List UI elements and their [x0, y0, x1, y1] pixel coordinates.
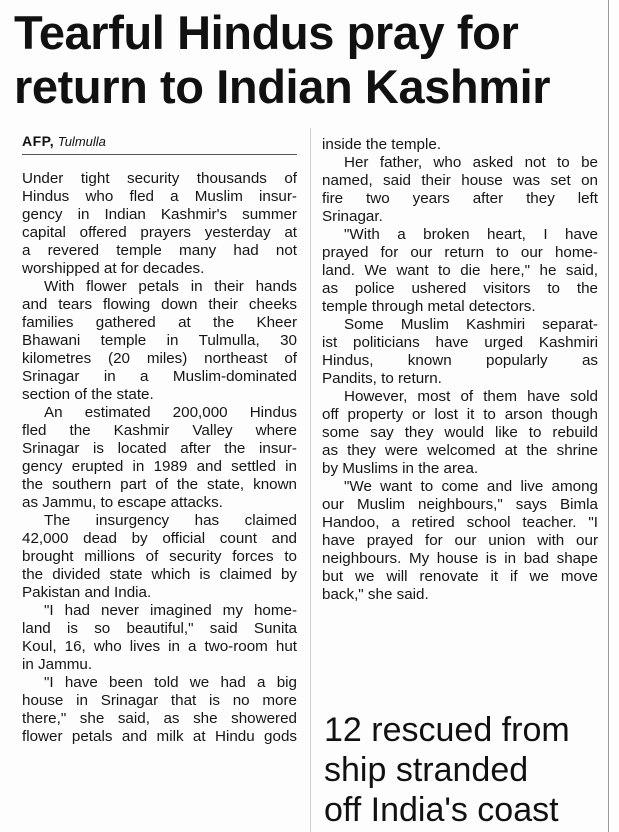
- text-line: inside the temple.: [322, 136, 442, 153]
- page-edge-line: [608, 0, 609, 832]
- text-line: Koul, 16, who lives in a two-room hut: [22, 638, 297, 655]
- byline-place: Tulmulla: [57, 134, 106, 149]
- text-line: as Jammu, to escape attacks.: [22, 494, 223, 511]
- text-line: families gathered at the Kheer: [22, 314, 297, 331]
- article-column-right: [322, 136, 598, 604]
- paragraph: [22, 404, 297, 512]
- headline-line-1: Tearful Hindus pray for: [14, 6, 519, 59]
- text-line: Pandits, to return.: [322, 370, 442, 387]
- second-headline-line-1: 12 rescued from: [324, 711, 570, 749]
- text-line: Hindus who fled a Muslim insur-: [22, 188, 297, 205]
- text-line: some say they would like to rebuild: [322, 424, 598, 441]
- text-line: off property or lost it to arson though: [322, 406, 598, 423]
- text-line: our Muslim neighbours," says Bimla: [322, 496, 598, 513]
- paragraph: [322, 388, 598, 478]
- text-line: gency erupted in 1989 and settled in: [22, 458, 297, 475]
- second-headline-line-3: off India's coast: [324, 791, 559, 829]
- second-article-headline: [324, 710, 600, 830]
- text-line: flower petals and milk at Hindu gods: [22, 728, 297, 745]
- text-line: Srinagar in a Muslim-dominated: [22, 368, 297, 385]
- text-line: temple through metal detectors.: [322, 298, 536, 315]
- text-line: Hindus, known popularly as: [322, 352, 598, 369]
- paragraph: [322, 478, 598, 604]
- text-line: land is so beautiful," said Sunita: [22, 620, 297, 637]
- text-line: the southern part of the state, known: [22, 476, 297, 493]
- text-line: brought millions of security forces to: [22, 548, 297, 565]
- paragraph: [22, 602, 297, 674]
- text-line: the divided state which is claimed by: [22, 566, 297, 583]
- text-line: The insurgency has claimed: [44, 512, 297, 529]
- text-line: section of the state.: [22, 386, 154, 403]
- text-line: by Muslims in the area.: [322, 460, 479, 477]
- article-headline: [14, 6, 606, 114]
- text-line: ist politicians have urged Kashmiri: [322, 334, 598, 351]
- second-headline-line-2: ship stranded: [324, 751, 529, 789]
- text-line: there," she said, as she showered: [22, 710, 297, 727]
- text-line: worshipped at for decades.: [22, 260, 205, 277]
- text-line: "I have been told we had a big: [44, 674, 297, 691]
- text-line: have prayed for our union with our: [322, 532, 598, 549]
- text-line: Pakistan and India.: [22, 584, 152, 601]
- paragraph: [322, 316, 598, 388]
- text-line: Under tight security thousands of: [22, 170, 297, 187]
- text-line: gency in Indian Kashmir's summer: [22, 206, 297, 223]
- text-line: Srinagar is located after the insur-: [22, 440, 297, 457]
- text-line: 42,000 dead by official count and: [22, 530, 297, 547]
- paragraph: [22, 170, 297, 278]
- headline-line-2: return to Indian Kashmir: [14, 60, 551, 113]
- paragraph: [322, 154, 598, 226]
- text-line: "I had never imagined my home-: [44, 602, 297, 619]
- text-line: a revered temple many had not: [22, 242, 297, 259]
- text-line: land. We want to die here," he said,: [322, 262, 598, 279]
- text-line: However, most of them have sold: [344, 388, 598, 405]
- text-line: Her father, who asked not to be: [344, 154, 598, 171]
- paragraph: [322, 136, 598, 154]
- text-line: Bhawani temple in Tulmulla, 30: [22, 332, 297, 349]
- text-line: neighbours. My house is in bad shape: [322, 550, 598, 567]
- text-line: kilometres (20 miles) northeast of: [22, 350, 297, 367]
- byline-rule: [22, 154, 297, 155]
- text-line: Handoo, a retired school teacher. "I: [322, 514, 598, 531]
- text-line: With flower petals in their hands: [44, 278, 297, 295]
- text-line: Some Muslim Kashmiri separat-: [344, 316, 598, 333]
- text-line: in Jammu.: [22, 656, 93, 673]
- paragraph: [22, 512, 297, 602]
- article-column-left: [22, 170, 297, 746]
- text-line: An estimated 200,000 Hindus: [44, 404, 297, 421]
- text-line: fire two years after they left: [322, 190, 598, 207]
- byline-agency: AFP,: [22, 133, 55, 149]
- text-line: "With a broken heart, I have: [344, 226, 598, 243]
- text-line: fled the Kashmir Valley where: [22, 422, 297, 439]
- text-line: Srinagar.: [322, 208, 383, 225]
- text-line: capital offered prayers yesterday at: [22, 224, 297, 241]
- text-line: named, said their house was set on: [322, 172, 598, 189]
- text-line: back," she said.: [322, 586, 429, 603]
- column-divider: [310, 128, 311, 832]
- paragraph: [322, 226, 598, 316]
- byline: [22, 133, 106, 150]
- text-line: as they were welcomed at the shrine: [322, 442, 598, 459]
- text-line: prayed for our return to our home-: [322, 244, 598, 261]
- text-line: house in Srinagar that is no more: [22, 692, 297, 709]
- text-line: and tears flowing down their cheeks: [22, 296, 297, 313]
- text-line: as police ushered visitors to the: [322, 280, 598, 297]
- text-line: but we will renovate it if we move: [322, 568, 598, 585]
- paragraph: [22, 278, 297, 404]
- paragraph: [22, 674, 297, 746]
- text-line: "We want to come and live among: [344, 478, 598, 495]
